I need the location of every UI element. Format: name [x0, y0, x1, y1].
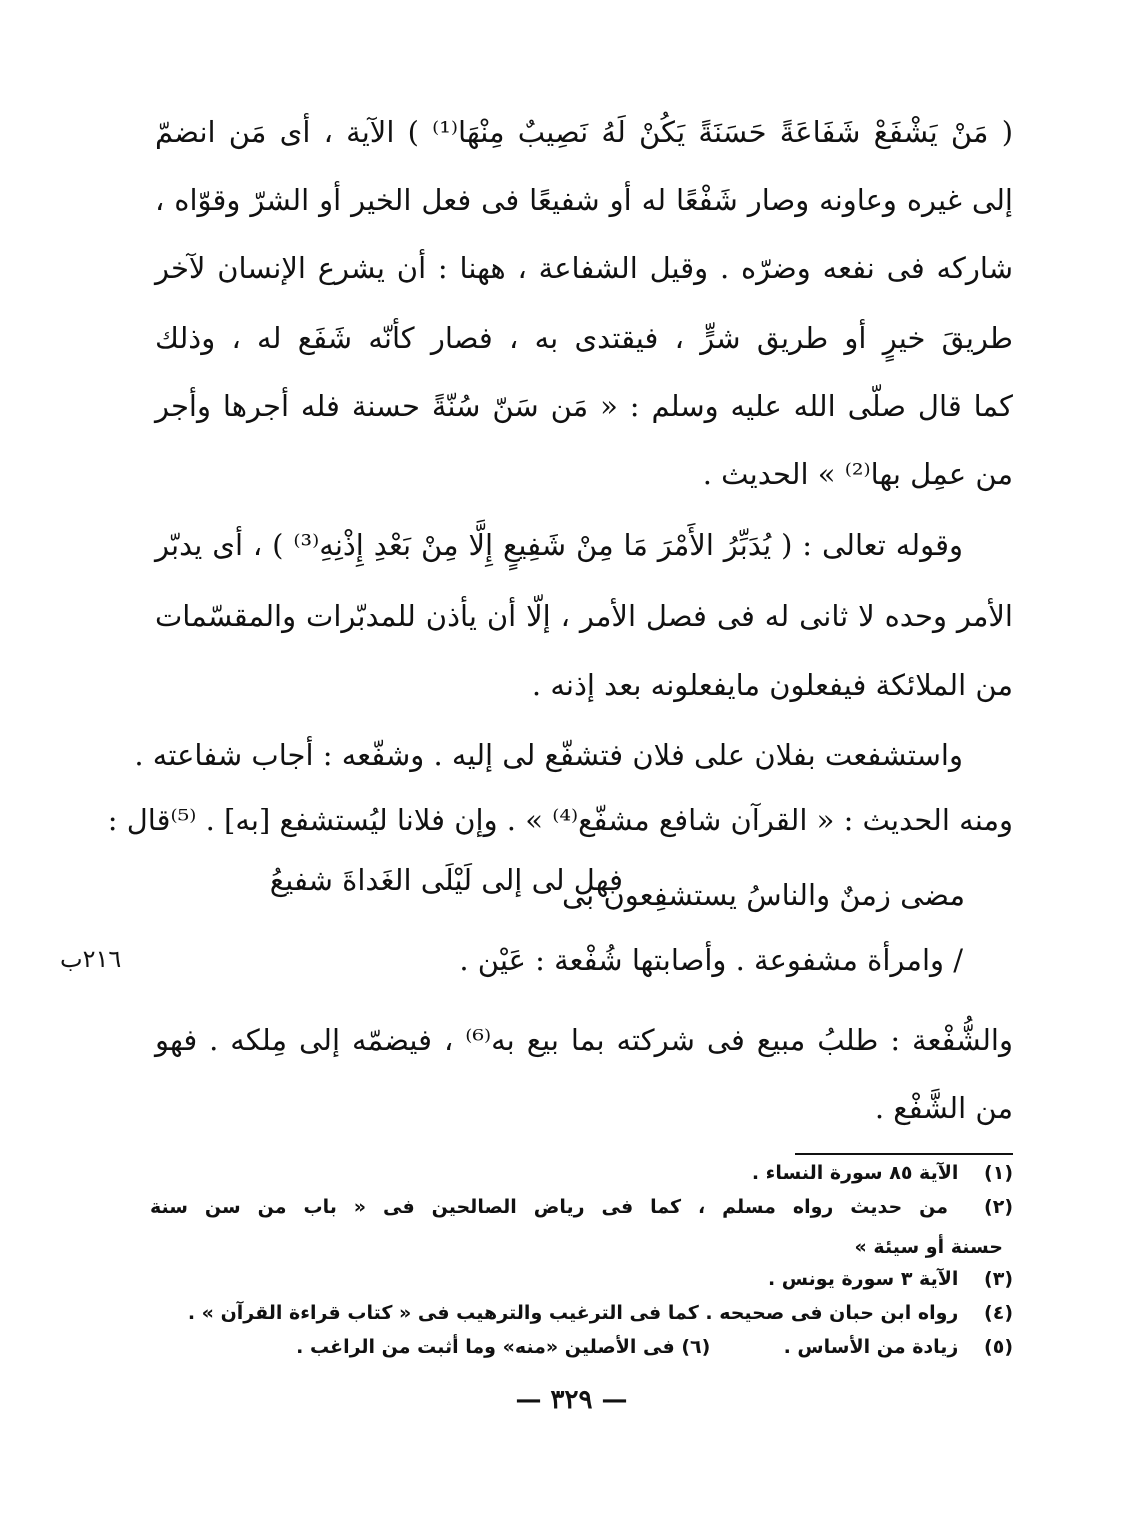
body-line: كما قال صلّى الله عليه وسلم : « مَن سَنّ سُنّةً حسنة فله أجرها وأجر	[155, 389, 1013, 423]
footnote-text: الآية ٨٥ سورة النساء .	[751, 1162, 959, 1184]
footnote-number: (١)	[984, 1162, 1013, 1184]
footnote-number: (٤)	[984, 1302, 1013, 1324]
footnote-number: (٥)	[984, 1336, 1013, 1358]
body-line: وقوله تعالى : ( يُدَبِّرُ الأَمْرَ مَا مِنْ شَفِيعٍ إِلَّا مِنْ بَعْدِ إِذْنِهِ⁽³⁾ ) ، أى يدبّر	[155, 528, 963, 562]
body-line: الأمر وحده لا ثانى له فى فصل الأمر ، إلّا أن يأذن للمدبّرات والمقسّمات	[155, 599, 1013, 633]
footnote-text: زيادة من الأساس .	[783, 1336, 959, 1358]
footnote	[150, 1300, 1013, 1326]
footnote	[150, 1160, 1013, 1186]
footnote-number: (٣)	[984, 1268, 1013, 1290]
footnote-text: من حديث رواه مسلم ، كما فى رياض الصالحين فى « باب من سن سنة	[150, 1196, 949, 1218]
body-line: من الشَّفْع .	[874, 1091, 1013, 1125]
body-line: إلى غيره وعاونه وصار شَفْعًا له أو شفيعًا فى فعل الخير أو الشرّ وقوّاه ،	[155, 183, 1013, 217]
footnote-text: الآية ٣ سورة يونس .	[767, 1268, 959, 1290]
footnote	[150, 1266, 1013, 1292]
footnote-text: رواه ابن حبان فى صحيحه . كما فى الترغيب والترهيب فى « كتاب قراءة القرآن » .	[187, 1302, 959, 1324]
footnote-number: (٦)	[681, 1336, 711, 1358]
body-line: من الملائكة فيفعلون مايفعلونه بعد إذنه .	[531, 668, 1013, 702]
footnote-separator	[795, 1153, 1013, 1155]
body-line: شاركه فى نفعه وضرّه . وقيل الشفاعة ، ههنا : أن يشرع الإنسان لآخر	[155, 251, 1013, 285]
body-line: طريقَ خيرٍ أو طريق شرٍّ ، فيقتدى به ، فصار كأنّه شَفَع له ، وذلك	[155, 321, 1013, 355]
body-line: واستشفعت بفلان على فلان فتشفّع لى إليه . وشفّعه : أجاب شفاعته .	[134, 738, 963, 772]
footnote	[150, 1334, 1013, 1360]
footnote-continuation	[150, 1234, 1003, 1260]
verse-hemistich-right: مضى زمنٌ والناسُ يستشفِعون بى	[562, 878, 965, 912]
footnote	[150, 1194, 1013, 1220]
body-line: ومنه الحديث : « القرآن شافع مشفّع⁽⁴⁾ » . وإن فلانا ليُستشفع [به] . ⁽⁵⁾قال :	[107, 803, 1013, 837]
page-number: — ٣٢٩ —	[515, 1385, 628, 1415]
body-line: ( مَنْ يَشْفَعْ شَفَاعَةً حَسَنَةً يَكُنْ لَهُ نَصِيبٌ مِنْهَا⁽¹⁾ ) الآية ، أى مَن انضمّ	[155, 115, 1014, 149]
margin-folio-note: ٢١٦ب	[60, 945, 122, 973]
body-line: والشُّفْعة : طلبُ مبيع فى شركته بما بيع به⁽⁶⁾ ، فيضمّه إلى مِلكه . فهو	[155, 1023, 1013, 1057]
body-line: / وامرأة مشفوعة . وأصابتها شُفْعة : عَيْن .	[459, 943, 963, 977]
body-line: من عمِل بها⁽²⁾ » الحديث .	[702, 457, 1013, 491]
footnote-text: حسنة أو سيئة »	[854, 1236, 1003, 1258]
verse-hemistich-left: فهل لى إلى لَيْلَى الغَداةَ شفيعُ	[269, 863, 623, 897]
footnote-number: (٢)	[984, 1196, 1013, 1218]
footnote-text: فى الأصلين «منه» وما أثبت من الراغب .	[296, 1336, 675, 1358]
